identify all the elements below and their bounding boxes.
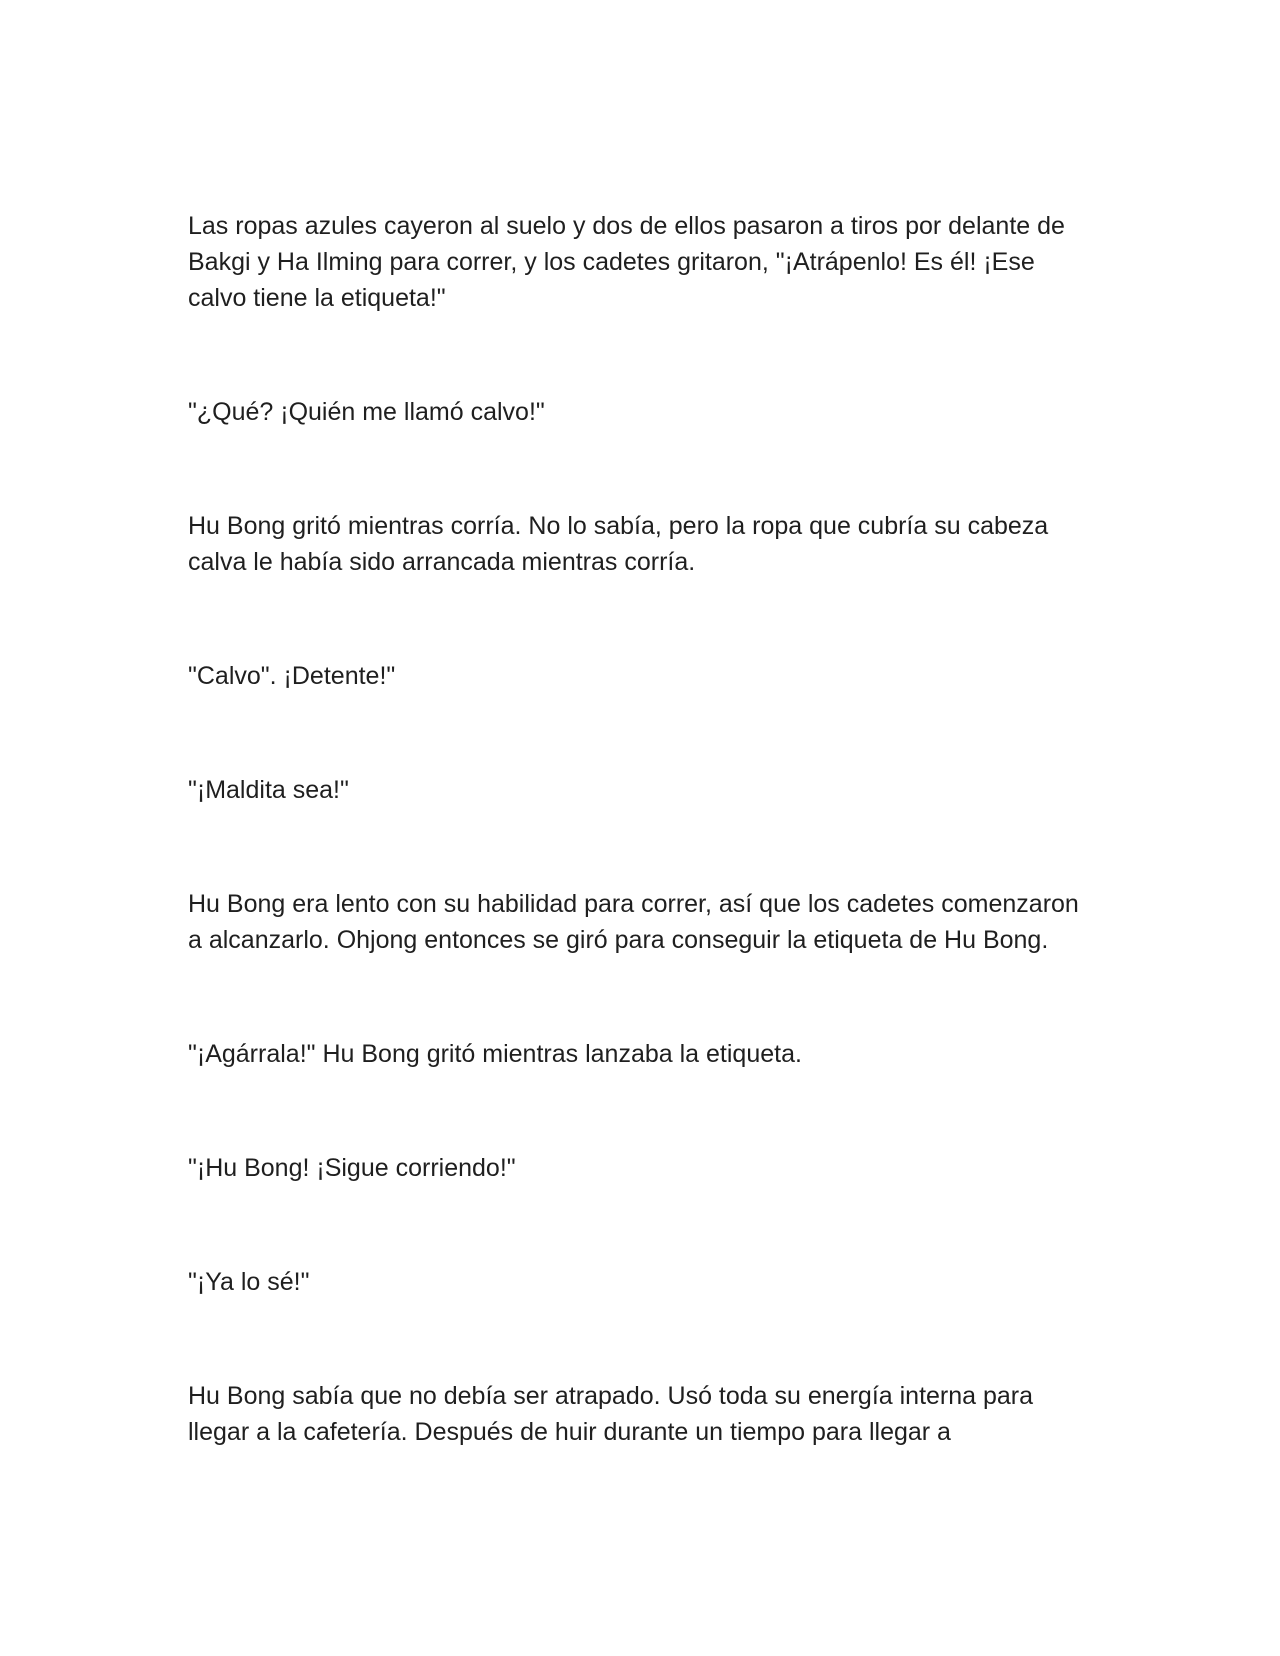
paragraph: "¿Qué? ¡Quién me llamó calvo!" <box>188 398 545 426</box>
paragraph: Hu Bong era lento con su habilidad para correr, así que los cadetes comenzaron a alcanzarlo. Ohjong entonces se giró para conseguir la etiqueta de Hu Bong. <box>188 890 1079 954</box>
paragraph: "Calvo". ¡Detente!" <box>188 662 396 690</box>
paragraph: Hu Bong sabía que no debía ser atrapado. Usó toda su energía interna para llegar a la cafetería. Después de huir durante un tiempo para llegar a <box>188 1382 1034 1446</box>
paragraph: "¡Hu Bong! ¡Sigue corriendo!" <box>188 1154 516 1182</box>
paragraph: "¡Maldita sea!" <box>188 776 349 804</box>
paragraph: "¡Agárrala!" Hu Bong gritó mientras lanzaba la etiqueta. <box>188 1040 802 1068</box>
paragraph: Hu Bong gritó mientras corría. No lo sabía, pero la ropa que cubría su cabeza calva le había sido arrancada mientras corría. <box>188 512 1049 576</box>
paragraph: Las ropas azules cayeron al suelo y dos de ellos pasaron a tiros por delante de Bakgi y Ha Ilming para correr, y los cadetes gritaron, "¡Atrápenlo! Es él! ¡Ese calvo tiene la etiqueta!" <box>188 212 1065 312</box>
document-body <box>188 208 1088 1450</box>
paragraph: "¡Ya lo sé!" <box>188 1268 310 1296</box>
